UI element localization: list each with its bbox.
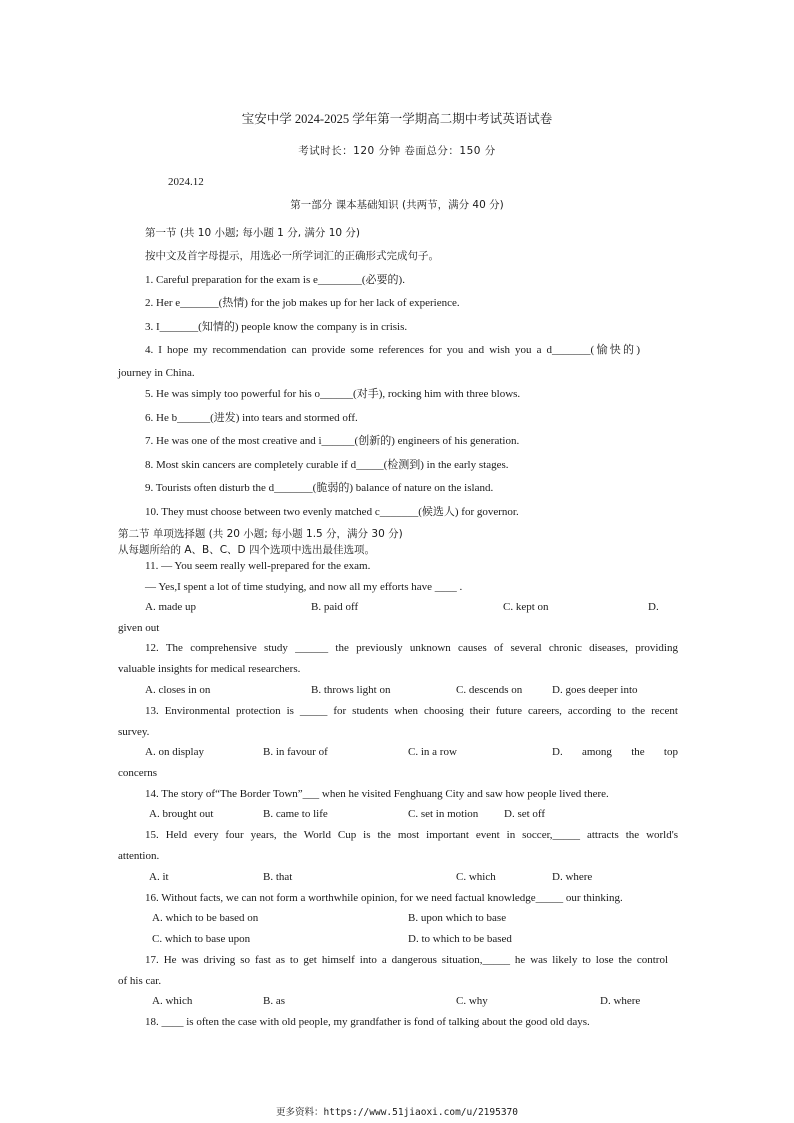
question-17-option-c: C. why <box>456 995 488 1007</box>
question-5: 5. He was simply too powerful for his o______(对手), rocking him with three blows. <box>145 388 521 400</box>
question-10: 10. They must choose between two evenly matched c_______(候选人) for governor. <box>145 506 519 518</box>
question-11-stem: 11. — You seem really well-prepared for the exam. <box>145 560 371 572</box>
question-2: 2. Her e_______(热情) for the job makes up for her lack of experience. <box>145 297 460 309</box>
question-15-option-b: B. that <box>263 871 293 883</box>
question-13-option-d-word-2: the <box>631 746 645 758</box>
exam-info: 考试时长：120 分钟 卷面总分：150 分 <box>298 145 496 157</box>
question-17-option-b: B. as <box>263 995 285 1007</box>
question-11-option-d-text: given out <box>118 622 160 634</box>
section1-heading: 第一节 (共 10 小题; 每小题 1 分, 满分 10 分) <box>145 227 361 239</box>
section2-instruction: 从每题所给的 A、B、C、D 四个选项中选出最佳选项。 <box>118 544 375 556</box>
question-16-option-c: C. which to base upon <box>152 933 251 945</box>
question-6: 6. He b______(进发) into tears and stormed off. <box>145 412 358 424</box>
question-12-option-b: B. throws light on <box>311 684 391 696</box>
question-15-option-a: A. it <box>149 871 169 883</box>
exam-title: 宝安中学 2024-2025 学年第一学期高二期中考试英语试卷 <box>241 112 553 126</box>
question-12-stem: 12. The comprehensive study ______ the previously unknown causes of several chronic diseases, providing <box>145 642 678 654</box>
question-13-option-d-letter: D. <box>552 746 563 758</box>
question-12-option-c: C. descends on <box>456 684 523 696</box>
part1-heading: 第一部分 课本基础知识 (共两节，满分 40 分) <box>290 199 504 211</box>
question-17-stem-2: of his car. <box>118 975 162 987</box>
question-14-option-a: A. brought out <box>149 808 214 820</box>
question-4-continued: journey in China. <box>118 367 195 379</box>
question-17-option-a: A. which <box>152 995 193 1007</box>
question-14-stem: 14. The story of“The Border Town”___ when he visited Fenghuang City and saw how people lived there. <box>145 788 609 800</box>
question-13-option-d <box>552 745 678 759</box>
question-15-option-c: C. which <box>456 871 496 883</box>
question-14-option-b: B. came to life <box>263 808 328 820</box>
section2-heading: 第二节 单项选择题 (共 20 小题; 每小题 1.5 分，满分 30 分) <box>118 528 403 540</box>
question-13-stem-2: survey. <box>118 726 150 738</box>
question-4: 4. I hope my recommendation can provide some references for you and wish you a d_______(愉快的) <box>145 344 640 356</box>
question-11-option-a: A. made up <box>145 601 197 613</box>
question-1: 1. Careful preparation for the exam is e________(必要的). <box>145 274 405 286</box>
question-11-option-c: C. kept on <box>503 601 549 613</box>
question-14-option-d: D. set off <box>504 808 546 820</box>
question-7: 7. He was one of the most creative and i______(创新的) engineers of his generation. <box>145 435 520 447</box>
section1-instruction: 按中文及首字母提示，用选必一所学词汇的正确形式完成句子。 <box>145 250 439 262</box>
question-16-option-a: A. which to be based on <box>152 912 259 924</box>
question-18-stem: 18. ____ is often the case with old people, my grandfather is fond of talking about the good old days. <box>145 1016 590 1028</box>
question-14-option-c: C. set in motion <box>408 808 479 820</box>
question-9: 9. Tourists often disturb the d_______(脆弱的) balance of nature on the island. <box>145 482 494 494</box>
footer-link[interactable]: 更多资料：https://www.51jiaoxi.com/u/2195370 <box>276 1107 518 1118</box>
question-12-option-d: D. goes deeper into <box>552 684 638 696</box>
question-13-option-a: A. on display <box>145 746 204 758</box>
question-8: 8. Most skin cancers are completely curable if d_____(检测到) in the early stages. <box>145 459 509 471</box>
question-16-stem: 16. Without facts, we can not form a worthwhile opinion, for we need factual knowledge_____ our thinking. <box>145 892 623 904</box>
question-12-stem-2: valuable insights for medical researchers. <box>118 663 301 675</box>
question-13-option-d-wrap: concerns <box>118 767 158 779</box>
question-15-stem: 15. Held every four years, the World Cup is the most important event in soccer,_____ attracts the world's <box>145 829 678 841</box>
question-12-option-a: A. closes in on <box>145 684 211 696</box>
question-17-stem: 17. He was driving so fast as to get himself into a dangerous situation,_____ he was likely to lose the control <box>145 954 668 966</box>
question-13-option-d-word-3: top <box>663 746 678 758</box>
question-13-option-d-word-1: among <box>581 746 612 758</box>
question-17-option-d: D. where <box>600 995 641 1007</box>
question-16-option-d: D. to which to be based <box>408 933 512 945</box>
question-13-option-c: C. in a row <box>408 746 457 758</box>
question-16-option-b: B. upon which to base <box>408 912 507 924</box>
question-11-option-d: D. <box>648 601 659 613</box>
question-15-stem-2: attention. <box>118 850 160 862</box>
exam-date: 2024.12 <box>168 176 204 188</box>
question-13-option-b: B. in favour of <box>263 746 328 758</box>
question-11-stem-2: — Yes,I spent a lot of time studying, and now all my efforts have ____ . <box>145 581 463 593</box>
question-11-option-b: B. paid off <box>311 601 359 613</box>
question-13-stem: 13. Environmental protection is _____ for students when choosing their future careers, according to the recent <box>145 705 678 717</box>
question-15-option-d: D. where <box>552 871 593 883</box>
question-3: 3. I_______(知情的) people know the company is in crisis. <box>145 321 408 333</box>
